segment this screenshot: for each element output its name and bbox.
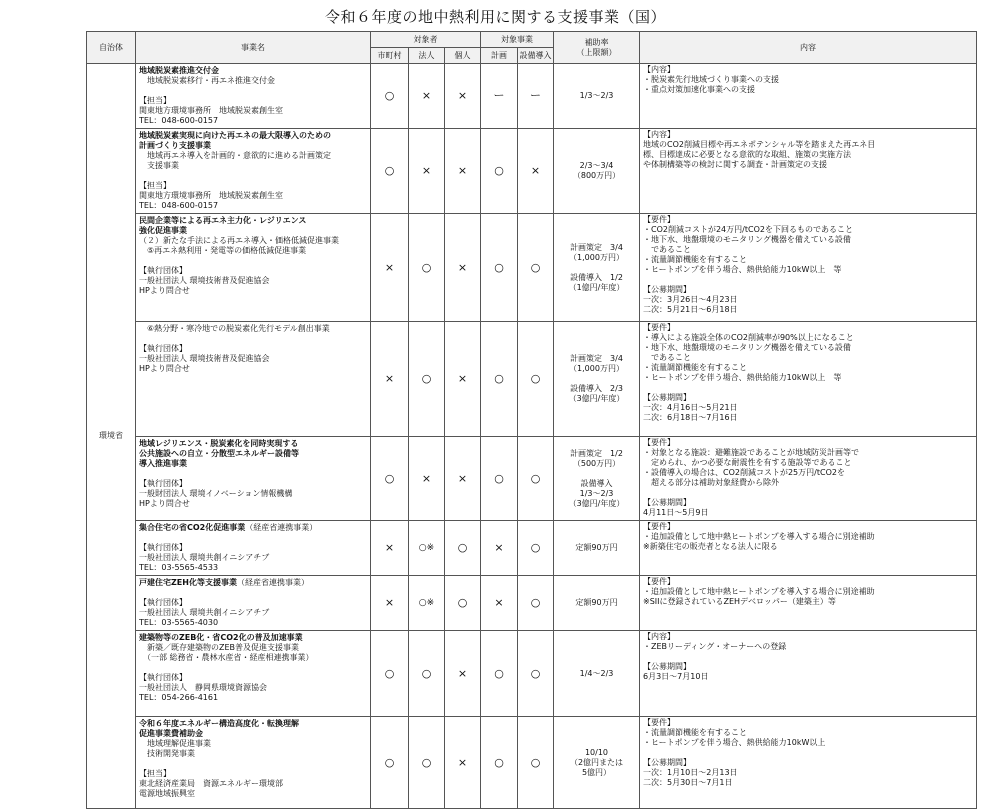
project-line: 関東地方環境事務所 地域脱炭素創生室 [139,191,283,200]
rate-line [554,374,639,384]
project-line: 促進事業費補助金 [139,729,203,738]
project-line: 【執行団体】 [139,479,187,488]
content-line: ・流量調節機能を有すること [643,363,747,372]
project-cell [136,322,371,437]
mark-cell: × [445,631,481,717]
content-line: 【公募期間】 [643,498,691,507]
content-line: 【公募期間】 [643,758,691,767]
content-line: ・流量調節機能を有すること [643,728,747,737]
project-line [139,334,367,344]
rate-line: 定額90万円 [575,543,618,552]
content-line: 【要件】 [643,438,675,447]
content-line: 二次：6月18日～7月16日 [643,413,738,422]
project-line [139,588,367,598]
project-line: 一般社団法人 環境共創イニシアチブ [139,553,270,562]
project-line: 地域再エネ導入を計画的・意欲的に進める計画策定 [139,151,331,160]
mark-cell: × [371,521,409,576]
rate-cell [554,521,640,576]
mark-cell: × [409,64,445,129]
project-cell [136,521,371,576]
content-line: 二次：5月30日～7月1日 [643,778,733,787]
content-line: 【要件】 [643,577,675,586]
project-cell [136,437,371,521]
header-scope-plan: 計画 [481,48,518,64]
mark-cell: × [481,521,518,576]
header-target: 対象者 [371,32,481,48]
mark-cell: ○ [481,322,518,437]
content-line: ・地下水、地盤環境のモニタリング機器を備えている設備 [643,235,851,244]
project-line: 地域脱炭素実現に向けた再エネの最大限導入のための [139,131,331,140]
rate-cell [554,64,640,129]
rate-line: （800万円） [572,171,621,180]
content-line: 二次：5月21日～6月18日 [643,305,738,314]
content-line: 超える部分は補助対象経費から除外 [643,478,779,487]
content-cell [640,717,977,809]
rate-cell [554,129,640,214]
content-line: であること [643,245,691,254]
content-line: 【要件】 [643,215,675,224]
project-line [139,469,367,479]
project-line: 電源地域振興室 [139,789,195,798]
rate-line [554,263,639,273]
mark-cell: × [445,214,481,322]
rate-line: 定額90万円 [575,598,618,607]
content-cell [640,437,977,521]
header-project: 事業名 [136,32,371,64]
rate-line: （500万円） [572,458,621,468]
project-line: TEL：03-5565-4030 [139,618,219,627]
project-line: 【執行団体】 [139,673,187,682]
content-line: ※新築住宅の販売者となる法人に限る [643,542,778,551]
project-line: 技術開発事業 [139,749,195,758]
mark-cell: ○※ [409,576,445,631]
project-note: （経産省連携事業） [245,523,318,532]
project-line: 令和６年度エネルギー構造高度化・転換理解 [139,719,299,728]
mark-cell: × [409,437,445,521]
municipality-cell: 環境省 [87,64,136,809]
project-cell [136,214,371,322]
header-target-corporate: 法人 [409,48,445,64]
rate-line: 2/3～3/4 [579,161,614,170]
rate-cell [554,576,640,631]
project-line: 【執行団体】 [139,344,187,353]
project-line: 一般社団法人 環境共創イニシアチブ [139,608,270,617]
content-line: ・地下水、地盤環境のモニタリング機器を備えている設備 [643,343,851,352]
project-line: ⑤再エネ熱利用・発電等の価格低減促進事業 [139,246,307,255]
table-row [87,64,977,129]
content-line: 【要件】 [643,323,675,332]
table-row [87,214,977,322]
content-line: 標、目標達成に必要となる意欲的な取組、施策の実施方法 [643,150,851,159]
mark-cell: ○ [371,717,409,809]
table-row [87,576,977,631]
rate-line: 計画策定 1/2 [570,448,623,458]
mark-cell: × [371,576,409,631]
project-line: 一般財団法人 環境イノベーション情報機構 [139,489,293,498]
content-cell [640,521,977,576]
content-cell [640,576,977,631]
project-line [139,759,367,769]
mark-cell: ○ [481,214,518,322]
rate-line: （3億円/年度） [568,498,625,508]
table-row [87,717,977,809]
content-line: ・設備導入の場合は、CO2削減コストが25万円/tCO2を [643,468,845,477]
mark-cell: ○ [371,631,409,717]
project-cell [136,129,371,214]
mark-cell: ○ [371,64,409,129]
project-line: 一般社団法人 環境技術普及促進協会 [139,276,270,285]
content-cell [640,64,977,129]
mark-cell: ○※ [409,521,445,576]
mark-cell: ○ [518,214,554,322]
table-row [87,437,977,521]
content-line [643,383,973,393]
mark-cell: ○ [371,129,409,214]
project-line: 集合住宅の省CO2化促進事業（経産省連携事業） [139,523,318,532]
content-line: 【内容】 [643,632,675,641]
project-line [139,256,367,266]
mark-cell: × [445,437,481,521]
content-line: 一次：1月10日～2月13日 [643,768,738,777]
project-line: 【担当】 [139,769,171,778]
rate-cell [554,214,640,322]
header-target-municipal: 市町村 [371,48,409,64]
mark-cell: ○ [409,322,445,437]
content-line: ・重点対策加速化事業への支援 [643,85,755,94]
rate-cell [554,437,640,521]
project-line: 【担当】 [139,96,171,105]
content-cell [640,129,977,214]
rate-line: 10/10 [584,747,609,757]
content-line: ・流量調節機能を有すること [643,255,747,264]
content-line: ・ヒートポンプを伴う場合、熱供給能力10kW以上 等 [643,373,842,382]
project-line: TEL：03-5565-4533 [139,563,219,572]
mark-cell: ○ [409,214,445,322]
content-line: 【内容】 [643,130,675,139]
project-line: TEL：048-600-0157 [139,201,219,210]
rate-cell [554,322,640,437]
project-line: 【執行団体】 [139,543,187,552]
project-line: HPより問合せ [139,364,190,373]
project-line: 導入推進事業 [139,459,187,468]
project-cell [136,64,371,129]
project-cell [136,576,371,631]
mark-cell: ○ [445,521,481,576]
content-line [643,488,973,498]
project-line [139,533,367,543]
content-line: ・ZEBリーディング・オーナーへの登録 [643,642,787,651]
content-line [643,275,973,285]
project-line: （一部 総務省・農林水産省・経産相連携事業） [139,653,314,662]
project-line: HPより問合せ [139,286,190,295]
header-municipality: 自治体 [87,32,136,64]
mark-cell: × [518,129,554,214]
rate-line: 設備導入 2/3 [570,384,623,393]
rate-line [554,469,639,479]
mark-cell: ○ [518,576,554,631]
project-line: 支援事業 [139,161,179,170]
mark-cell: ○ [481,437,518,521]
mark-cell: ー [481,64,518,129]
mark-cell: ○ [518,717,554,809]
content-cell [640,631,977,717]
header-scope-equipment: 設備導入 [518,48,554,64]
mark-cell: ○ [518,631,554,717]
content-line: ・追加設備として地中熱ヒートポンプを導入する場合に別途補助 [643,532,875,541]
rate-line: 計画策定 3/4 [570,242,623,252]
page-title: 令和６年度の地中熱利用に関する支援事業（国） [324,8,666,26]
mark-cell: × [445,129,481,214]
rate-line: （2億円または [569,757,624,767]
project-cell [136,631,371,717]
content-line [643,652,973,662]
header-target-individual: 個人 [445,48,481,64]
rate-cell [554,631,640,717]
rate-line: 1/4～2/3 [579,668,614,678]
project-line: （２）新たな手法による再エネ導入・価格低減促進事業 [139,236,339,245]
content-line: ・ヒートポンプを伴う場合、熱供給能力10kW以上 [643,738,826,747]
content-line: 【公募期間】 [643,285,691,294]
content-line: 【要件】 [643,522,675,531]
content-line: ・対象となる施設：避難施設であることが地域防災計画等で [643,448,859,457]
content-line: 【内容】 [643,65,675,74]
table-row [87,631,977,717]
content-line: ・CO2削減コストが24万円/tCO2を下回るものであること [643,225,853,234]
content-line: 定められ、かつ必要な耐震性を有する施設等であること [643,458,852,467]
project-line: HPより問合せ [139,499,190,508]
project-line: 地域理解促進事業 [139,739,211,748]
project-line: 【執行団体】 [139,598,187,607]
content-line: 一次：3月26日～4月23日 [643,295,738,304]
rate-line: 1/3～2/3 [579,488,614,498]
mark-cell: × [371,214,409,322]
mark-cell: × [409,129,445,214]
project-note: （経産省連携事業） [236,578,309,587]
header-scope: 対象事業 [481,32,554,48]
rate-line: 計画策定 3/4 [570,354,623,363]
project-line [139,86,367,96]
rate-line: （1,000万円） [569,252,624,262]
content-line: 【公募期間】 [643,662,691,671]
project-cell [136,717,371,809]
table-row [87,129,977,214]
project-line [139,171,367,181]
project-line: 公共施設への自立・分散型エネルギー設備等 [139,449,299,458]
rate-line: 設備導入 1/2 [570,272,623,282]
project-line: ⑥熱分野・寒冷地での脱炭素化先行モデル創出事業 [139,324,330,333]
mark-cell: × [371,322,409,437]
rate-cell [554,717,640,809]
project-line: 地域脱炭素推進交付金 [139,66,219,75]
content-line: ・追加設備として地中熱ヒートポンプを導入する場合に別途補助 [643,587,875,596]
mark-cell: × [445,717,481,809]
mark-cell: × [481,576,518,631]
mark-cell: ○ [409,631,445,717]
mark-cell: ○ [481,129,518,214]
content-line: や体制構築等の検討に関する調査・計画策定の支援 [643,160,827,169]
content-line: ・ヒートポンプを伴う場合、熱供給能力10kW以上 等 [643,265,842,274]
content-cell [640,322,977,437]
project-line: 【執行団体】 [139,266,187,275]
mark-cell: × [445,322,481,437]
header-rate: 補助率 （上限額） [554,32,640,64]
rate-line: （1,000万円） [569,364,624,373]
rate-line: （3億円/年度） [568,394,625,403]
content-line [643,748,973,758]
project-line: 【担当】 [139,181,171,190]
mark-cell: ○ [481,631,518,717]
mark-cell: ○ [518,521,554,576]
project-line: 地域レジリエンス・脱炭素化を同時実現する [139,439,299,448]
project-line: 建築物等のZEB化・省CO2化の普及加速事業 [139,633,303,642]
mark-cell: ○ [481,717,518,809]
project-line: 一般社団法人 静岡県環境資源協会 [139,683,267,692]
project-line: 一般社団法人 環境技術普及促進協会 [139,354,270,363]
content-line: 【要件】 [643,718,675,727]
project-line: 計画づくり支援事業 [139,141,211,150]
subsidy-table [86,31,977,809]
rate-line: 設備導入 [580,478,613,488]
rate-line: 1/3～2/3 [579,91,614,100]
project-line: 強化促進事業 [139,226,187,235]
content-line: ・脱炭素先行地域づくり事業への支援 [643,75,779,84]
content-line: 一次：4月16日～5月21日 [643,403,738,412]
content-cell [640,214,977,322]
project-line: 民間企業等による再エネ主力化・レジリエンス [139,216,307,225]
content-line: ※SIIに登録されているZEHデベロッパー（建築主）等 [643,597,836,606]
project-line: 戸建住宅ZEH化等支援事業（経産省連携事業） [139,578,309,587]
mark-cell: ー [518,64,554,129]
mark-cell: ○ [518,437,554,521]
header-content: 内容 [640,32,977,64]
rate-line: （1億円/年度） [568,282,625,292]
mark-cell: ○ [371,437,409,521]
project-line: TEL：054-266-4161 [139,693,219,702]
content-line: 地域のCO2削減目標や再エネポテンシャル等を踏まえた再エネ目 [643,140,876,149]
project-line: 地域脱炭素移行・再エネ推進交付金 [139,76,275,85]
table-row [87,322,977,437]
project-line: 新築／既存建築物のZEB普及促進支援事業 [139,643,300,652]
project-line: TEL：048-600-0157 [139,116,219,125]
rate-line: 5億円） [581,767,612,777]
mark-cell: ○ [518,322,554,437]
mark-cell: × [445,64,481,129]
content-line: であること [643,353,691,362]
content-line: 【公募期間】 [643,393,691,402]
table-row [87,521,977,576]
content-line: ・導入による施設全体のCO2削減率が90%以上になること [643,333,854,342]
mark-cell: ○ [409,717,445,809]
content-line: 6月3日～7月10日 [643,672,709,681]
project-line: 関東地方環境事務所 地域脱炭素創生室 [139,106,283,115]
content-line: 4月11日～5月9日 [643,508,709,517]
project-line: 東北経済産業局 資源エネルギー環境部 [139,779,283,788]
mark-cell: ○ [445,576,481,631]
project-line [139,663,367,673]
